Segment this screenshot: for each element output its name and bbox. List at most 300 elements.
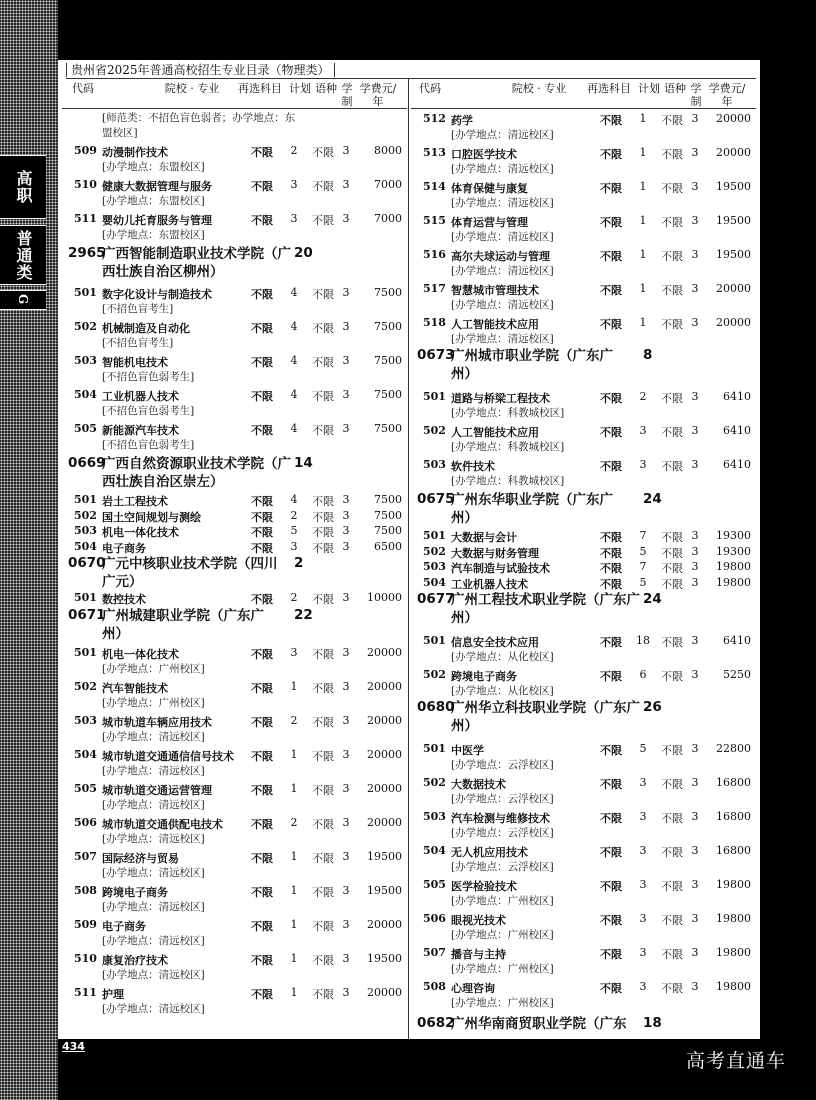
major-code: 503 — [423, 810, 446, 823]
language: 不限 — [661, 426, 683, 439]
campus-note: [办学地点：东盟校区] — [102, 229, 205, 241]
campus-note: [不招色盲考生] — [102, 303, 174, 315]
major-code: 508 — [423, 980, 446, 993]
tuition-fee: 22800 — [716, 742, 751, 755]
subject-requirement: 不限 — [600, 284, 622, 297]
side-tab-vocational: 高职 — [0, 155, 46, 219]
study-years: 3 — [691, 424, 699, 437]
subject-requirement: 不限 — [600, 812, 622, 825]
campus-note: [办学地点：从化校区] — [451, 651, 554, 663]
study-years: 3 — [691, 544, 699, 558]
major-name: 岩土工程技术 — [102, 495, 168, 508]
major-name: 工业机器人技术 — [451, 577, 528, 591]
campus-note: [办学地点：东盟校区] — [102, 161, 205, 173]
tuition-fee: 20000 — [716, 316, 751, 329]
plan-count: 3 — [290, 212, 298, 225]
subject-requirement: 不限 — [251, 885, 273, 899]
major-row — [411, 807, 756, 841]
tuition-fee: 6410 — [723, 458, 751, 471]
school-plan: 8 — [643, 347, 653, 363]
major-code: 502 — [423, 544, 446, 558]
study-years: 3 — [342, 985, 350, 999]
major-code: 503 — [74, 713, 97, 727]
subject-requirement: 不限 — [251, 681, 273, 695]
campus-note: [办学地点：清远校区] — [102, 900, 205, 913]
tuition-fee: 20000 — [716, 146, 751, 159]
major-name: 汽车检测与维修技术 — [451, 812, 550, 825]
campus-note: [办学地点：科教城校区] — [451, 475, 565, 487]
subject-requirement: 不限 — [251, 322, 273, 335]
plan-count: 3 — [639, 912, 647, 925]
study-years: 3 — [691, 560, 699, 573]
language: 不限 — [312, 180, 334, 193]
major-code: 503 — [423, 458, 446, 471]
school-code: 2965 — [68, 245, 106, 261]
study-years: 3 — [342, 320, 350, 333]
campus-note: [办学地点：科教城校区] — [451, 407, 565, 419]
tuition-fee: 19300 — [716, 529, 751, 542]
plan-count: 1 — [290, 747, 298, 761]
campus-note: [办学地点：清远校区] — [451, 163, 554, 175]
language: 不限 — [661, 148, 683, 161]
language: 不限 — [312, 510, 334, 524]
tuition-fee: 20000 — [367, 985, 402, 999]
major-name: 护理 — [102, 987, 124, 1001]
major-name: 播音与主持 — [451, 948, 506, 961]
campus-note: [办学地点：广州校区] — [451, 963, 554, 975]
school-name: 广州城建职业学院（广东广州） — [102, 607, 264, 642]
campus-note: [不招色盲色弱考生] — [102, 371, 195, 383]
study-years: 3 — [691, 390, 699, 403]
left-column-header — [62, 78, 407, 109]
major-row — [411, 387, 756, 421]
major-code: 501 — [74, 645, 97, 659]
tuition-fee: 7500 — [374, 388, 402, 401]
major-row — [62, 813, 407, 847]
major-row — [411, 421, 756, 455]
subject-requirement: 不限 — [251, 783, 273, 797]
major-code: 510 — [74, 951, 97, 965]
school-plan: 22 — [294, 606, 313, 623]
major-name: 城市轨道交通运营管理 — [102, 783, 212, 797]
language: 不限 — [661, 636, 683, 649]
language: 不限 — [312, 390, 334, 403]
tuition-fee: 20000 — [367, 781, 402, 795]
language: 不限 — [312, 526, 334, 539]
campus-note: [办学地点：东盟校区] — [102, 195, 205, 207]
tuition-fee: 19500 — [716, 248, 751, 261]
study-years: 3 — [691, 575, 699, 589]
major-code: 506 — [74, 815, 97, 829]
plan-count: 2 — [290, 508, 298, 522]
major-name: 大数据技术 — [451, 778, 506, 791]
plan-count: 4 — [290, 320, 298, 333]
tuition-fee: 7000 — [374, 212, 402, 225]
major-row — [62, 881, 407, 915]
major-row — [411, 279, 756, 313]
major-row — [62, 175, 407, 209]
continuation-note — [62, 109, 407, 141]
subject-requirement: 不限 — [251, 593, 273, 606]
major-name: 高尔夫球运动与管理 — [451, 250, 550, 263]
plan-count: 1 — [639, 282, 647, 295]
language: 不限 — [661, 577, 683, 591]
major-row — [62, 419, 407, 453]
campus-note: [办学地点：广州校区] — [451, 895, 554, 907]
subject-requirement: 不限 — [251, 495, 273, 508]
language: 不限 — [661, 778, 683, 791]
tuition-fee: 6410 — [723, 634, 751, 647]
study-years: 3 — [342, 144, 350, 157]
col-header-plan: 计划 — [638, 82, 660, 95]
subject-requirement: 不限 — [251, 356, 273, 369]
subject-requirement: 不限 — [251, 180, 273, 193]
major-code: 503 — [423, 560, 446, 573]
language: 不限 — [312, 214, 334, 227]
major-row — [62, 540, 407, 556]
language: 不限 — [312, 424, 334, 437]
major-code: 502 — [423, 424, 446, 437]
subject-requirement: 不限 — [600, 982, 622, 995]
plan-count: 2 — [290, 144, 298, 157]
subject-requirement: 不限 — [600, 392, 622, 405]
running-header — [66, 62, 756, 79]
tuition-fee: 16800 — [716, 810, 751, 823]
major-row — [411, 109, 756, 143]
plan-count: 3 — [290, 539, 298, 553]
major-name: 机械制造及自动化 — [102, 322, 190, 335]
subject-requirement: 不限 — [251, 288, 273, 301]
study-years: 3 — [691, 878, 699, 891]
subject-requirement: 不限 — [600, 460, 622, 473]
tuition-fee: 19500 — [716, 180, 751, 193]
language: 不限 — [661, 982, 683, 995]
tuition-fee: 7500 — [374, 508, 402, 522]
language: 不限 — [661, 250, 683, 263]
campus-note: [不招色盲色弱考生] — [102, 439, 195, 451]
major-code: 503 — [74, 524, 97, 537]
language: 不限 — [661, 392, 683, 405]
study-years: 3 — [691, 316, 699, 329]
plan-count: 2 — [639, 390, 647, 403]
subject-requirement: 不限 — [251, 953, 273, 967]
major-row — [62, 643, 407, 677]
major-name: 人工智能技术应用 — [451, 318, 539, 331]
major-row — [411, 943, 756, 977]
school-code: 0669 — [68, 455, 106, 471]
tuition-fee: 19800 — [716, 946, 751, 959]
subject-requirement: 不限 — [600, 914, 622, 927]
plan-count: 2 — [290, 713, 298, 727]
major-name: 城市轨道交通供配电技术 — [102, 817, 223, 831]
campus-note: [办学地点：清远校区] — [102, 798, 205, 811]
plan-count: 1 — [290, 849, 298, 863]
campus-note: [办学地点：清远校区] — [102, 832, 205, 845]
campus-note: [办学地点：广州校区] — [102, 662, 205, 675]
language: 不限 — [312, 851, 334, 865]
plan-count: 1 — [290, 917, 298, 931]
major-row — [62, 711, 407, 745]
study-years: 3 — [342, 493, 350, 506]
tuition-fee: 7500 — [374, 422, 402, 435]
major-code: 504 — [74, 539, 97, 553]
plan-count: 7 — [639, 529, 647, 542]
study-years: 3 — [342, 524, 350, 537]
campus-note: [办学地点：科教城校区] — [451, 441, 565, 453]
study-years: 3 — [342, 679, 350, 693]
major-row — [411, 560, 756, 576]
major-code: 504 — [74, 747, 97, 761]
column-divider — [408, 78, 409, 1039]
plan-count: 4 — [290, 493, 298, 506]
tuition-fee: 16800 — [716, 776, 751, 789]
major-row — [411, 739, 756, 773]
tuition-fee: 20000 — [716, 112, 751, 125]
major-row — [62, 779, 407, 813]
major-code: 514 — [423, 180, 446, 193]
tuition-fee: 20000 — [367, 747, 402, 761]
major-row — [411, 245, 756, 279]
tuition-fee: 19800 — [716, 878, 751, 891]
subject-requirement: 不限 — [251, 424, 273, 437]
study-years: 3 — [691, 810, 699, 823]
major-name: 康复治疗技术 — [102, 953, 168, 967]
subject-requirement: 不限 — [251, 851, 273, 865]
major-name: 口腔医学技术 — [451, 148, 517, 161]
tuition-fee: 8000 — [374, 144, 402, 157]
major-name: 城市轨道车辆应用技术 — [102, 715, 212, 729]
tuition-fee: 6500 — [374, 539, 402, 553]
side-tab-letter: G — [0, 290, 46, 310]
study-years: 3 — [691, 458, 699, 471]
major-name: 软件技术 — [451, 460, 495, 473]
major-name: 数字化设计与制造技术 — [102, 288, 212, 301]
campus-note: [办学地点：清远校区] — [102, 730, 205, 743]
major-row — [411, 576, 756, 592]
left-column — [62, 78, 407, 1017]
language: 不限 — [312, 817, 334, 831]
language: 不限 — [312, 885, 334, 899]
major-row — [411, 875, 756, 909]
major-name: 工业机器人技术 — [102, 390, 179, 403]
study-years: 3 — [691, 529, 699, 542]
major-name: 智慧城市管理技术 — [451, 284, 539, 297]
plan-count: 1 — [290, 679, 298, 693]
major-code: 502 — [74, 508, 97, 522]
campus-note: [办学地点：云浮校区] — [451, 827, 554, 839]
subject-requirement: 不限 — [251, 715, 273, 729]
tuition-fee: 19800 — [716, 980, 751, 993]
plan-count: 3 — [639, 878, 647, 891]
language: 不限 — [312, 593, 334, 606]
school-heading — [411, 489, 756, 529]
language: 不限 — [661, 914, 683, 927]
subject-requirement: 不限 — [600, 216, 622, 229]
school-plan: 14 — [294, 455, 313, 471]
study-years: 3 — [342, 354, 350, 367]
major-name: 道路与桥梁工程技术 — [451, 392, 550, 405]
plan-count: 1 — [290, 951, 298, 965]
col-header-code: 代码 — [419, 82, 441, 95]
campus-note: [办学地点：清远校区] — [451, 333, 554, 345]
language: 不限 — [312, 987, 334, 1001]
tuition-fee: 7500 — [374, 354, 402, 367]
major-name: 大数据与财务管理 — [451, 546, 539, 560]
subject-requirement: 不限 — [600, 531, 622, 544]
major-code: 513 — [423, 146, 446, 159]
study-years: 3 — [342, 781, 350, 795]
school-heading — [411, 347, 756, 387]
major-name: 人工智能技术应用 — [451, 426, 539, 439]
plan-count: 3 — [639, 776, 647, 789]
major-row — [62, 524, 407, 540]
major-row — [411, 909, 756, 943]
language: 不限 — [312, 288, 334, 301]
tuition-fee: 16800 — [716, 844, 751, 857]
school-plan: 18 — [643, 1015, 662, 1031]
col-header-school-major: 院校 · 专业 — [511, 82, 567, 95]
language: 不限 — [661, 531, 683, 544]
major-row — [62, 385, 407, 419]
language: 不限 — [661, 182, 683, 195]
col-header-lang: 语种 — [664, 82, 686, 95]
tuition-fee: 19500 — [716, 214, 751, 227]
campus-note: [办学地点：广州校区] — [451, 929, 554, 941]
major-name: 汽车智能技术 — [102, 681, 168, 695]
major-row — [62, 493, 407, 509]
major-code: 507 — [423, 946, 446, 959]
study-years: 3 — [342, 645, 350, 659]
campus-note: [办学地点：云浮校区] — [451, 793, 554, 805]
language: 不限 — [312, 919, 334, 933]
language: 不限 — [661, 546, 683, 560]
major-code: 506 — [423, 912, 446, 925]
major-name: 机电一体化技术 — [102, 526, 179, 539]
major-name: 汽车制造与试验技术 — [451, 562, 550, 575]
school-heading — [62, 243, 407, 283]
col-header-lang: 语种 — [315, 82, 337, 95]
tuition-fee: 19500 — [367, 951, 402, 965]
major-code: 504 — [74, 388, 97, 401]
tuition-fee: 19500 — [367, 849, 402, 863]
study-years: 3 — [342, 178, 350, 191]
school-name: 广元中核职业技术学院（四川广元） — [102, 556, 278, 590]
study-years: 3 — [342, 747, 350, 761]
col-header-subject: 再选科目 — [587, 82, 631, 95]
major-name: 新能源汽车技术 — [102, 424, 179, 437]
plan-count: 4 — [290, 422, 298, 435]
study-years: 3 — [691, 634, 699, 647]
major-name: 健康大数据管理与服务 — [102, 180, 212, 193]
study-years: 3 — [691, 776, 699, 789]
major-name: 国际经济与贸易 — [102, 851, 179, 865]
plan-count: 3 — [639, 810, 647, 823]
col-header-fee: 学费元/年 — [708, 82, 746, 108]
major-row — [411, 177, 756, 211]
major-row — [411, 665, 756, 699]
major-name: 心理咨询 — [451, 982, 495, 995]
school-heading — [62, 607, 407, 643]
study-years: 3 — [691, 742, 699, 755]
school-name: 广州华立科技职业学院（广东广州） — [451, 700, 640, 734]
major-code: 510 — [74, 178, 97, 191]
plan-count: 1 — [639, 316, 647, 329]
major-row — [62, 983, 407, 1017]
study-years: 3 — [691, 146, 699, 159]
study-years: 3 — [691, 912, 699, 925]
school-heading — [411, 1011, 756, 1033]
campus-note: [办学地点：广州校区] — [451, 997, 554, 1009]
language: 不限 — [661, 562, 683, 575]
tuition-fee: 6410 — [723, 390, 751, 403]
major-code: 503 — [74, 354, 97, 367]
tuition-fee: 20000 — [367, 645, 402, 659]
plan-count: 3 — [639, 980, 647, 993]
major-code: 517 — [423, 282, 446, 295]
subject-requirement: 不限 — [600, 562, 622, 575]
school-plan: 24 — [643, 491, 662, 507]
col-header-fee: 学费元/年 — [359, 82, 397, 108]
campus-note: [办学地点：清远校区] — [451, 265, 554, 277]
major-name: 动漫制作技术 — [102, 146, 168, 159]
major-code: 505 — [423, 878, 446, 891]
study-years: 3 — [342, 917, 350, 931]
language: 不限 — [661, 846, 683, 859]
language: 不限 — [312, 647, 334, 661]
school-heading — [411, 591, 756, 631]
campus-note: [办学地点：清远校区] — [451, 197, 554, 209]
plan-count: 3 — [290, 645, 298, 659]
plan-count: 1 — [290, 781, 298, 795]
tuition-fee: 7000 — [374, 178, 402, 191]
major-row — [411, 977, 756, 1011]
plan-count: 4 — [290, 354, 298, 367]
plan-count: 3 — [639, 844, 647, 857]
major-name: 无人机应用技术 — [451, 846, 528, 859]
plan-count: 1 — [639, 112, 647, 125]
school-plan: 2 — [294, 555, 304, 571]
major-code: 505 — [74, 422, 97, 435]
col-header-subject: 再选科目 — [238, 82, 282, 95]
study-years: 3 — [342, 212, 350, 225]
subject-requirement: 不限 — [251, 146, 273, 159]
language: 不限 — [661, 948, 683, 961]
tuition-fee: 20000 — [367, 679, 402, 693]
language: 不限 — [661, 744, 683, 757]
campus-note: [不招色盲色弱考生] — [102, 405, 195, 417]
plan-count: 5 — [290, 524, 298, 537]
major-name: 数控技术 — [102, 593, 146, 606]
major-name: 智能机电技术 — [102, 356, 168, 369]
study-years: 3 — [691, 248, 699, 261]
major-code: 515 — [423, 214, 446, 227]
plan-count: 4 — [290, 388, 298, 401]
major-name: 大数据与会计 — [451, 531, 517, 544]
language: 不限 — [312, 681, 334, 695]
major-name: 婴幼儿托育服务与管理 — [102, 214, 212, 227]
tuition-fee: 10000 — [367, 591, 402, 604]
language: 不限 — [312, 146, 334, 159]
plan-count: 1 — [639, 180, 647, 193]
plan-count: 5 — [639, 544, 647, 558]
plan-count: 1 — [639, 214, 647, 227]
study-years: 3 — [342, 591, 350, 604]
school-code: 0675 — [417, 491, 455, 507]
tuition-fee: 20000 — [367, 917, 402, 931]
language: 不限 — [312, 495, 334, 508]
major-code: 501 — [74, 591, 97, 604]
col-header-years: 学制 — [690, 82, 702, 108]
